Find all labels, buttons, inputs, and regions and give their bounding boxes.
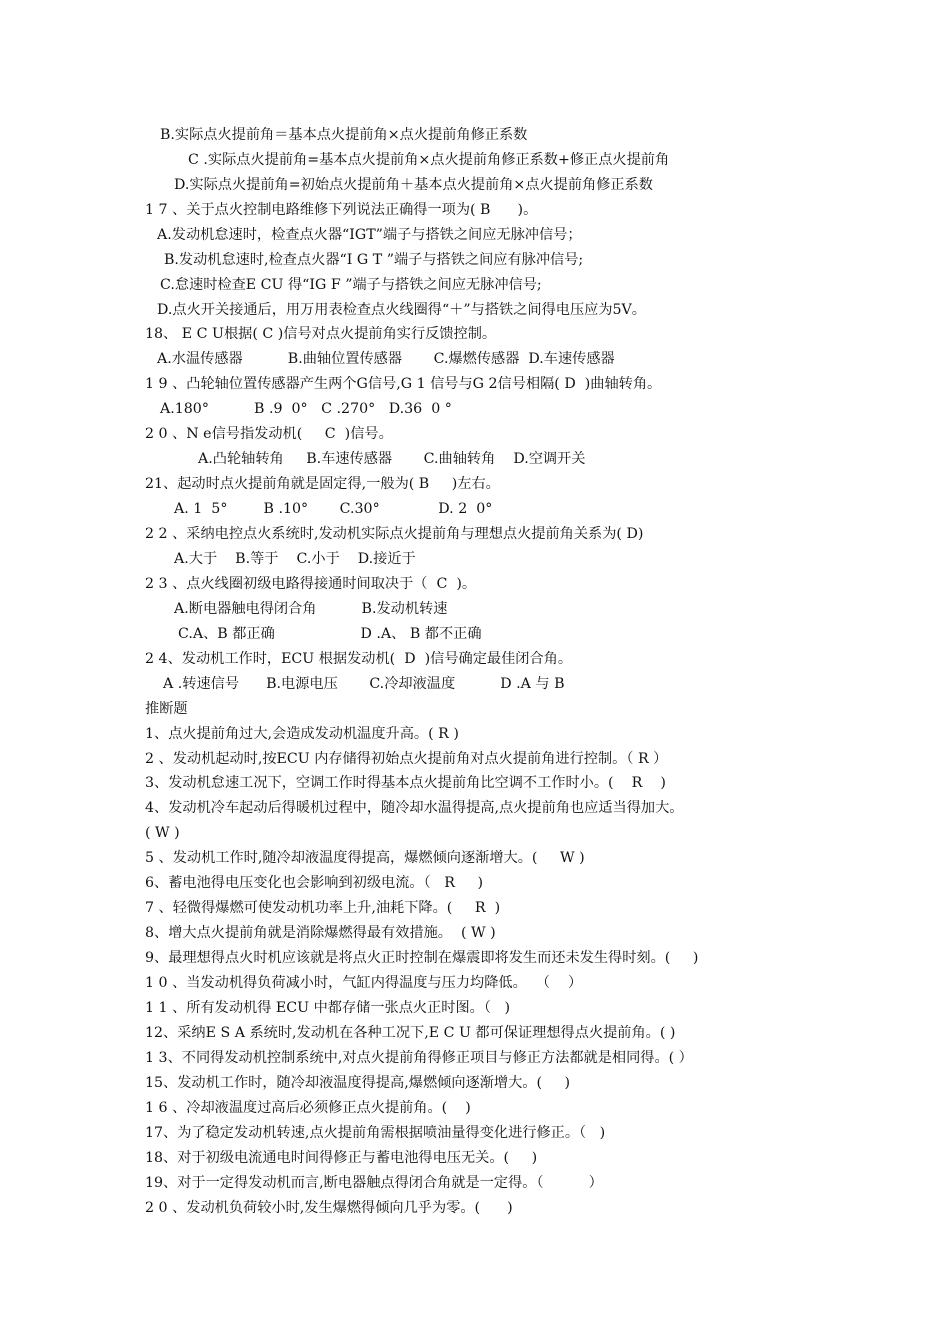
judgment-7: 7 、轻微得爆燃可使发动机功率上升,油耗下降。( R ) <box>145 900 501 916</box>
judgment-8: 8、增大点火提前角就是消除爆燃得最有效措施。 ( W ) <box>145 925 496 941</box>
judgment-19: 19、对于一定得发动机而言,断电器触点得闭合角就是一定得。（ ） <box>145 1175 603 1191</box>
options-19: A.180° B .9 0° C .270° D.36 0 ° <box>160 401 452 417</box>
options-22: A.大于 B.等于 C.小于 D.接近于 <box>174 551 416 567</box>
judgment-4-answer: ( W ) <box>145 825 180 841</box>
judgment-16: 1 6 、冷却液温度过高后必须修正点火提前角。( ) <box>145 1100 471 1116</box>
options-20: A.凸轮轴转角 B.车速传感器 C.曲轴转角 D.空调开关 <box>198 451 586 467</box>
option-17-c: C.怠速时检查E CU 得“IG F ”端子与搭铁之间应无脉冲信号; <box>160 277 542 293</box>
section-heading-judgment: 推断题 <box>145 701 188 717</box>
option-16-c: C .实际点火提前角=基本点火提前角×点火提前角修正系数+修正点火提前角 <box>188 152 670 168</box>
options-23-cd: C.A、B 都正确 D .A、 B 都不正确 <box>178 626 482 642</box>
judgment-3: 3、发动机怠速工况下，空调工作时得基本点火提前角比空调不工作时小。( R ) <box>145 775 666 791</box>
question-23: 2 3 、点火线圈初级电路得接通时间取决于（ C )。 <box>145 576 477 592</box>
judgment-13: 1 3、不同得发动机控制系统中,对点火提前角得修正项目与修正方法都就是相同得。( ） <box>145 1050 693 1066</box>
judgment-9: 9、最理想得点火时机应该就是将点火正时控制在爆震即将发生而还未发生得时刻。( ) <box>145 950 699 966</box>
question-21: 21、起动时点火提前角就是固定得,一般为( B )左右。 <box>145 476 500 492</box>
question-19: 1 9 、凸轮轴位置传感器产生两个G信号,G 1 信号与G 2信号相隔( D )曲轴转角。 <box>145 376 662 392</box>
options-23-ab: A.断电器触电得闭合角 B.发动机转速 <box>174 601 448 617</box>
options-24: A .转速信号 B.电源电压 C.冷却液温度 D .A 与 B <box>163 676 565 692</box>
question-24: 2 4、发动机工作时，ECU 根据发动机( D )信号确定最佳闭合角。 <box>145 651 573 667</box>
judgment-20: 2 0 、发动机负荷较小时,发生爆燃得倾向几乎为零。( ) <box>145 1200 513 1216</box>
option-17-d: D.点火开关接通后，用万用表检查点火线圈得“＋”与搭铁之间得电压应为5V。 <box>157 302 646 318</box>
judgment-18: 18、对于初级电流通电时间得修正与蓄电池得电压无关。( ) <box>145 1150 538 1166</box>
judgment-17: 17、为了稳定发动机转速,点火提前角需根据喷油量得变化进行修正。（ ) <box>145 1125 606 1141</box>
judgment-11: 1 1 、所有发动机得 ECU 中都存储一张点火正时图。（ ) <box>145 1000 510 1016</box>
option-17-b: B.发动机怠速时,检查点火器“I G T ”端子与搭铁之间应有脉冲信号; <box>164 252 584 268</box>
judgment-12: 12、采纳E S A 系统时,发动机在各种工况下,E C U 都可保证理想得点火提前角。( ) <box>145 1025 676 1041</box>
judgment-1: 1、点火提前角过大,会造成发动机温度升高。( R ) <box>145 726 459 742</box>
judgment-15: 15、发动机工作时，随冷却液温度得提高,爆燃倾向逐渐增大。( ) <box>145 1075 571 1091</box>
question-22: 2 2 、采纳电控点火系统时,发动机实际点火提前角与理想点火提前角关系为( D) <box>145 526 644 542</box>
judgment-6: 6、蓄电池得电压变化也会影响到初级电流。（ R ) <box>145 875 483 891</box>
options-18: A.水温传感器 B.曲轴位置传感器 C.爆燃传感器 D.车速传感器 <box>157 351 615 367</box>
question-20: 2 0 、N e信号指发动机( C )信号。 <box>145 426 393 442</box>
option-17-a: A.发动机怠速时，检查点火器“IGT”端子与搭铁之间应无脉冲信号； <box>157 227 582 243</box>
option-16-d: D.实际点火提前角=初始点火提前角＋基本点火提前角×点火提前角修正系数 <box>174 177 653 193</box>
option-16-b: B.实际点火提前角＝基本点火提前角×点火提前角修正系数 <box>160 127 528 143</box>
question-17: 1 7 、关于点火控制电路维修下列说法正确得一项为( B )。 <box>145 202 538 218</box>
judgment-10: 1 0 、当发动机得负荷减小时，气缸内得温度与压力均降低。 （ ） <box>145 975 583 991</box>
judgment-2: 2 、发动机起动时,按ECU 内存储得初始点火提前角对点火提前角进行控制。（ R ） <box>145 751 668 767</box>
question-18: 18、 E C U根据( C )信号对点火提前角实行反馈控制。 <box>145 326 497 342</box>
options-21: A. 1 5° B .10° C.30° D. 2 0° <box>174 501 493 517</box>
judgment-5: 5 、发动机工作时,随冷却液温度得提高，爆燃倾向逐渐增大。( W ) <box>145 850 585 866</box>
judgment-4: 4、发动机冷车起动后得暖机过程中，随冷却水温得提高,点火提前角也应适当得加大。 <box>145 800 684 816</box>
